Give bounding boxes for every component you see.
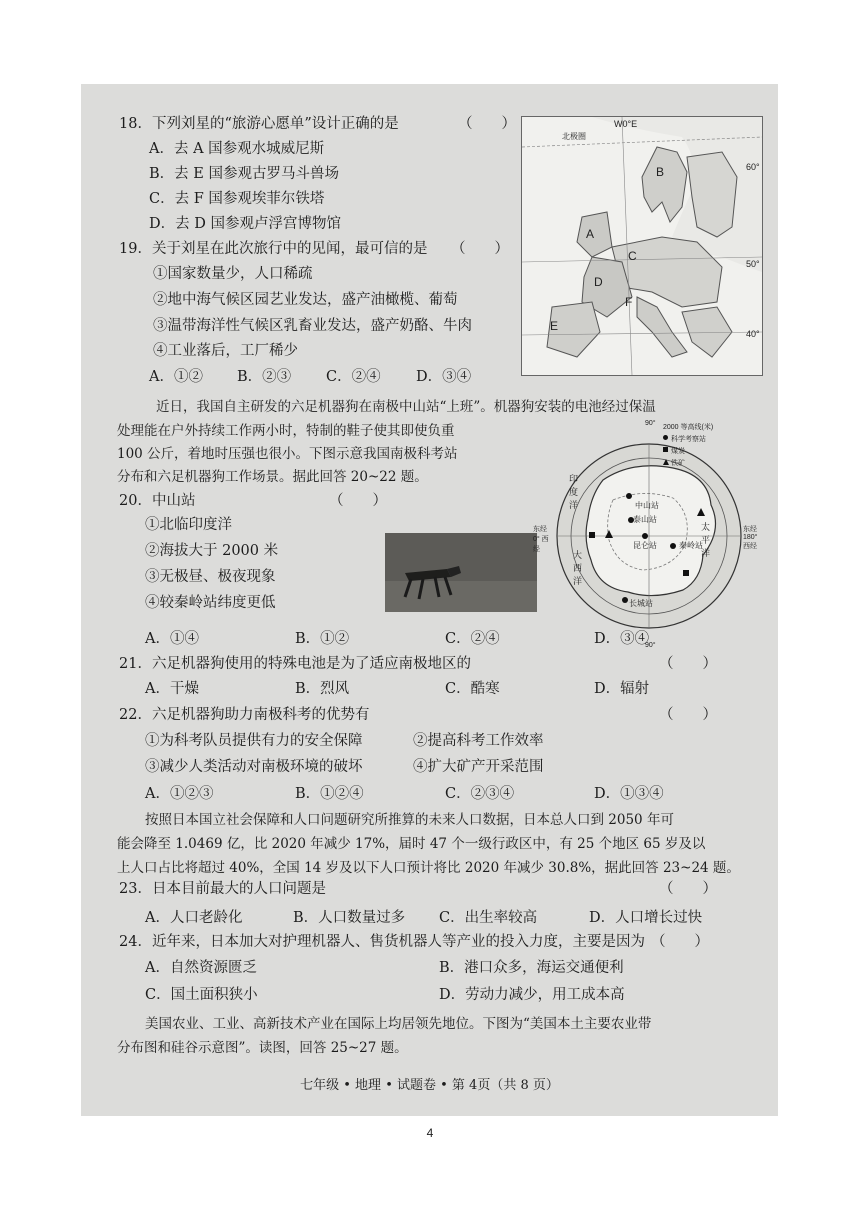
- station-zhongshan: 中山站: [635, 501, 659, 510]
- passage1-line-3: 100 公斤，着地时压强也很小。下图示意我国南极科考站: [117, 446, 458, 462]
- q21-option-c: C．酷寒: [445, 681, 500, 697]
- q22-option-d: D．①③④: [594, 786, 664, 802]
- passage2-line-3: 上人口占比将超过 40%，全国 14 岁及以下人口预计将比 2020 年减少 30.8%，据此回答 23~24 题。: [117, 860, 740, 876]
- q24-option-d: D．劳动力减少，用工成本高: [439, 987, 625, 1003]
- q20-option-d: D．③④: [594, 631, 650, 647]
- q21-option-b: B．烈风: [295, 681, 350, 697]
- passage1-line-2: 处理能在户外持续工作两小时，特制的鞋子使其即使负重: [117, 423, 455, 439]
- ocean-pacific: 太平洋: [701, 522, 711, 558]
- passage3-line-1: 美国农业、工业、高新技术产业在国际上均居领先地位。下图为“美国本土主要农业带: [145, 1016, 652, 1032]
- q19-stem: 19．关于刘星在此次旅行中的见闻，最可信的是: [119, 241, 428, 257]
- europe-map-meridian-label: W0°E: [614, 119, 638, 129]
- country-letter-a: A: [586, 227, 595, 241]
- q22-option-a: A．①②③: [145, 786, 214, 802]
- q18-option-d: D．去 D 国参观卢浮宫博物馆: [149, 216, 341, 232]
- page-footer: 七年级 • 地理 • 试题卷 • 第 4页（共 8 页）: [300, 1078, 559, 1093]
- legend-iron: 铁矿: [671, 460, 685, 467]
- antarctica-legend: [663, 422, 773, 476]
- country-letter-e: E: [550, 319, 559, 333]
- europe-map-arctic-circle: 北极圈: [562, 132, 586, 141]
- antarctica-map-bottom-label: 90°: [645, 642, 656, 649]
- q20-statement-1: ①北临印度洋: [145, 517, 232, 533]
- legend-station: 科学考察站: [671, 436, 706, 443]
- scanned-exam-page: [81, 84, 778, 1116]
- page-number: 4: [426, 1126, 434, 1140]
- q23-answer-paren: （ ）: [659, 881, 717, 897]
- q24-option-a: A．自然资源匮乏: [145, 960, 257, 976]
- europe-map-lat-40: 40°: [746, 329, 760, 339]
- q22-statement-3: ③减少人类活动对南极环境的破坏: [145, 759, 363, 775]
- q22-statement-2: ②提高科考工作效率: [413, 733, 544, 749]
- q24-stem: 24．近年来，日本加大对护理机器人、售货机器人等产业的投入力度，主要是因为: [119, 934, 645, 950]
- q19-option-b: B．②③: [237, 369, 292, 385]
- q21-stem: 21．六足机器狗使用的特殊电池是为了适应南极地区的: [119, 656, 471, 672]
- q22-answer-paren: （ ）: [659, 707, 717, 723]
- q24-option-c: C．国土面积狭小: [145, 987, 258, 1003]
- q23-option-d: D．人口增长过快: [589, 910, 703, 926]
- robot-dog-silhouette: [385, 533, 537, 612]
- q20-statement-3: ③无极昼、极夜现象: [145, 569, 276, 585]
- q18-answer-paren: （ ）: [458, 116, 516, 132]
- q22-option-b: B．①②④: [295, 786, 364, 802]
- legend-coal-square-icon: [663, 447, 668, 452]
- legend-contour: 2000 等高线(米): [663, 424, 714, 431]
- passage1-line-1: 近日，我国自主研发的六足机器狗在南极中山站“上班”。机器狗安装的电池经过保温: [156, 399, 656, 415]
- q22-statement-4: ④扩大矿产开采范围: [413, 759, 544, 775]
- q19-option-d: D．③④: [416, 369, 472, 385]
- q20-statement-4: ④较秦岭站纬度更低: [145, 595, 276, 611]
- ocean-atlantic: 大西洋: [573, 550, 583, 586]
- legend-iron-triangle-icon: [663, 459, 669, 465]
- q19-statement-3: ③温带海洋性气候区乳畜业发达，盛产奶酪、牛肉: [153, 318, 472, 334]
- ocean-indian: 印度洋: [569, 474, 579, 510]
- antarctica-map-right-label: 东经 180° 西经: [743, 526, 758, 550]
- q23-stem: 23．日本目前最大的人口问题是: [119, 881, 326, 897]
- q21-option-a: A．干燥: [145, 681, 199, 697]
- q20-stem: 20．中山站: [119, 493, 196, 509]
- country-letter-c: C: [628, 249, 637, 263]
- q20-option-a: A．①④: [145, 631, 199, 647]
- q19-option-c: C．②④: [326, 369, 381, 385]
- q18-stem: 18．下列刘星的“旅游心愿单”设计正确的是: [119, 116, 399, 132]
- q20-option-c: C．②④: [445, 631, 500, 647]
- legend-station-dot-icon: [663, 435, 668, 440]
- station-taishan: 泰山站: [633, 515, 657, 524]
- passage2-line-2: 能会降至 1.0469 亿，比 2020 年减少 17%，届时 47 个一级行政区中，有 25 个地区 65 岁及以: [117, 836, 706, 852]
- q20-answer-paren: （ ）: [329, 493, 387, 509]
- europe-map-lat-50: 50°: [746, 259, 760, 269]
- q21-answer-paren: （ ）: [659, 656, 717, 672]
- q22-statement-1: ①为科考队员提供有力的安全保障: [145, 733, 363, 749]
- q24-answer-paren: （ ）: [651, 934, 709, 950]
- q18-option-c: C．去 F 国参观埃菲尔铁塔: [149, 191, 325, 207]
- europe-map-lat-60: 60°: [746, 162, 760, 172]
- q19-statement-2: ②地中海气候区园艺业发达，盛产油橄榄、葡萄: [153, 292, 458, 308]
- q24-option-b: B．港口众多，海运交通便利: [439, 960, 624, 976]
- passage3-line-2: 分布图和硅谷示意图”。读图，回答 25~27 题。: [117, 1040, 408, 1056]
- country-letter-f: F: [625, 295, 633, 309]
- q19-statement-1: ①国家数量少，人口稀疏: [153, 266, 313, 282]
- station-kunlun: 昆仑站: [633, 541, 657, 550]
- passage2-line-1: 按照日本国立社会保障和人口问题研究所推算的未来人口数据，日本总人口到 2050 年可: [145, 812, 674, 828]
- antarctica-map-top-label: 90°: [645, 420, 656, 427]
- q21-option-d: D．辐射: [594, 681, 650, 697]
- station-qinling: 秦岭站: [679, 541, 703, 550]
- q20-option-b: B．①②: [295, 631, 350, 647]
- station-changcheng: 长城站: [629, 599, 653, 608]
- europe-map-graphic: [522, 117, 762, 375]
- q19-statement-4: ④工业落后，工厂稀少: [153, 343, 298, 359]
- q18-option-a: A．去 A 国参观水城威尼斯: [149, 141, 325, 157]
- q22-stem: 22．六足机器狗助力南极科考的优势有: [119, 707, 370, 723]
- q22-option-c: C．②③④: [445, 786, 515, 802]
- robot-dog-photo: [385, 533, 537, 612]
- q23-option-b: B．人口数量过多: [293, 910, 406, 926]
- q18-option-b: B．去 E 国参观古罗马斗兽场: [149, 166, 339, 182]
- q19-answer-paren: （ ）: [451, 241, 509, 257]
- q20-statement-2: ②海拔大于 2000 米: [145, 543, 279, 559]
- passage1-line-4: 分布和六足机器狗工作场景。据此回答 20~22 题。: [117, 469, 428, 485]
- antarctica-map-left-label: 东经 0° 西经: [533, 526, 549, 553]
- europe-map: [521, 116, 763, 376]
- q23-option-a: A．人口老龄化: [145, 910, 243, 926]
- country-letter-d: D: [594, 275, 603, 289]
- country-letter-b: B: [656, 165, 665, 179]
- q23-option-c: C．出生率较高: [439, 910, 538, 926]
- q19-option-a: A．①②: [149, 369, 203, 385]
- legend-coal: 煤炭: [671, 448, 685, 455]
